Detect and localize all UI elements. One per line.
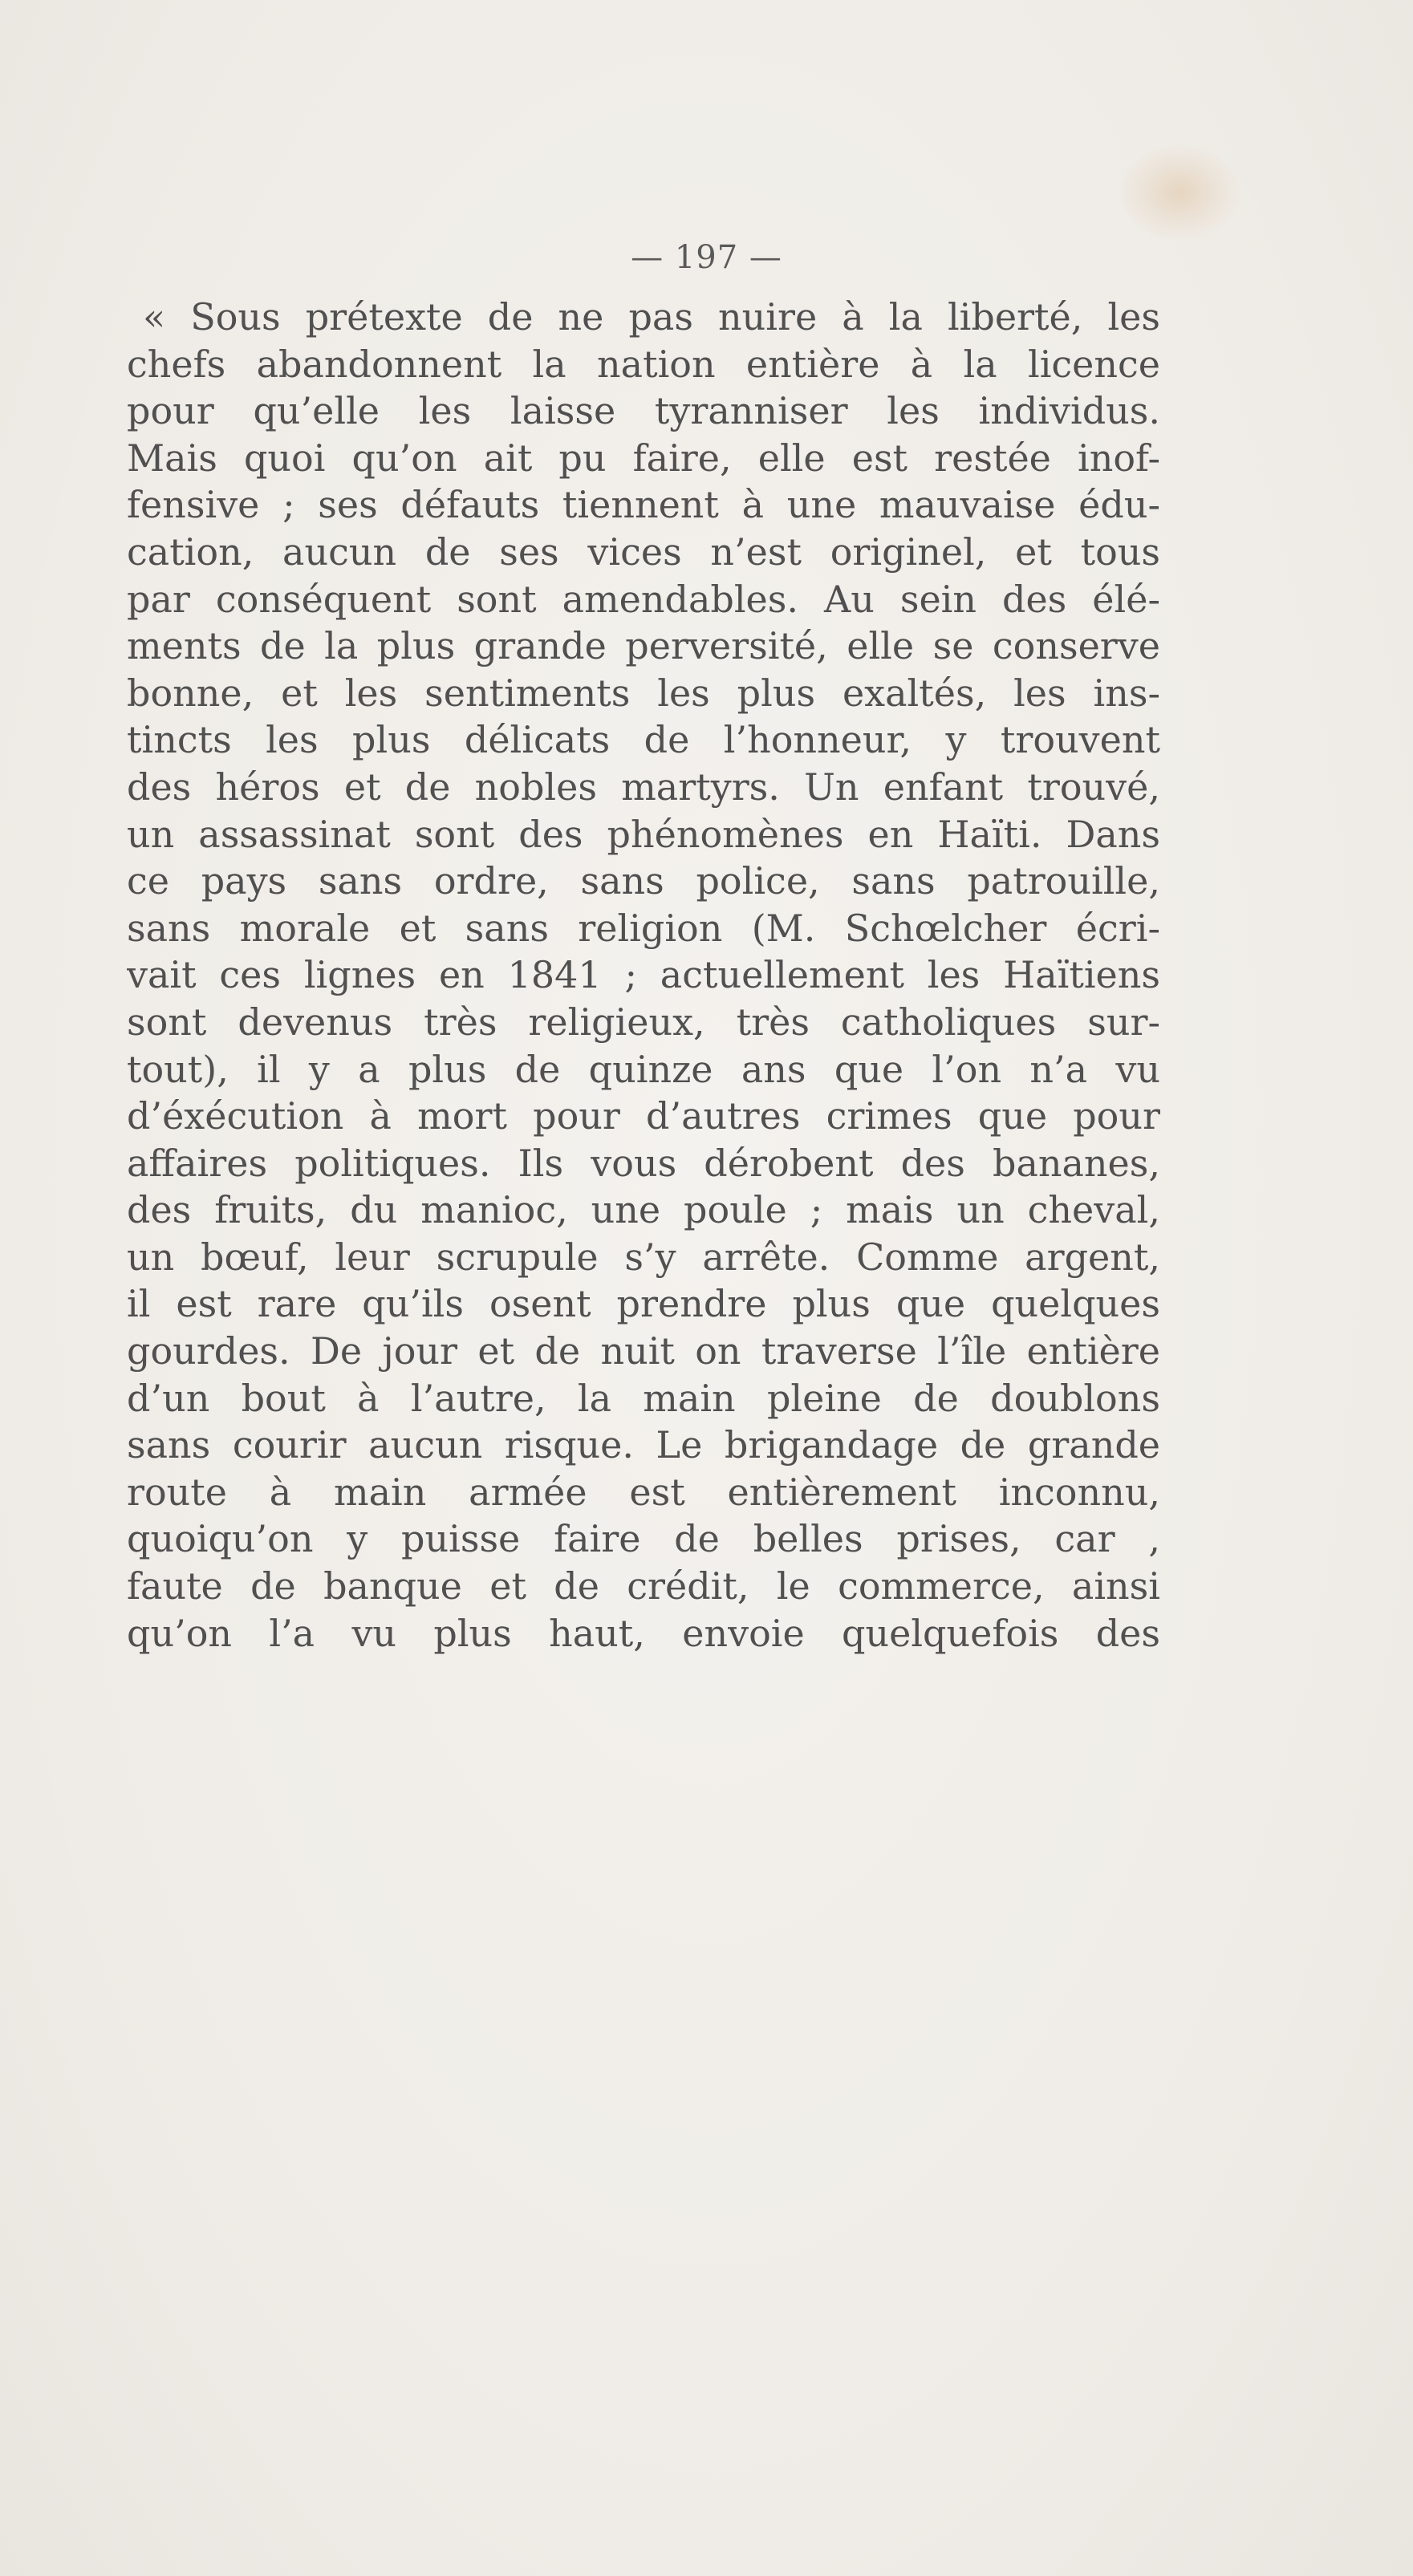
text-line: vait ces lignes en 1841 ; actuellement les Haïtiens bbox=[127, 953, 1160, 997]
text-line: pour qu’elle les laisse tyranniser les individus. bbox=[127, 389, 1160, 433]
text-line: gourdes. De jour et de nuit on traverse l’île entière bbox=[127, 1329, 1160, 1373]
text-line: bonne, et les sentiments les plus exaltés, les ins- bbox=[127, 671, 1160, 715]
text-line: « Sous prétexte de ne pas nuire à la liberté, les bbox=[143, 295, 1160, 339]
paper-stain bbox=[1119, 144, 1240, 241]
text-line: un assassinat sont des phénomènes en Haïti. Dans bbox=[127, 812, 1160, 856]
text-line: quoiqu’on y puisse faire de belles prises, car , bbox=[127, 1517, 1160, 1561]
text-line: un bœuf, leur scrupule s’y arrête. Comme argent, bbox=[127, 1235, 1160, 1279]
text-line: sans morale et sans religion (M. Schœlcher écri- bbox=[127, 906, 1160, 950]
text-line: ce pays sans ordre, sans police, sans patrouille, bbox=[127, 859, 1160, 903]
text-line: il est rare qu’ils osent prendre plus que quelques bbox=[127, 1282, 1160, 1326]
text-line: d’un bout à l’autre, la main pleine de doublons bbox=[127, 1376, 1160, 1420]
text-line: chefs abandonnent la nation entière à la licence bbox=[127, 342, 1160, 386]
text-line: des fruits, du manioc, une poule ; mais un cheval, bbox=[127, 1188, 1160, 1232]
text-line: tout), il y a plus de quinze ans que l’on n’a vu bbox=[127, 1047, 1160, 1091]
text-line: par conséquent sont amendables. Au sein des élé- bbox=[127, 577, 1160, 621]
body-text bbox=[127, 294, 1160, 1657]
text-line: faute de banque et de crédit, le commerce, ainsi bbox=[127, 1564, 1160, 1608]
text-line: qu’on l’a vu plus haut, envoie quelquefois des bbox=[127, 1611, 1160, 1655]
text-line: sont devenus très religieux, très catholiques sur- bbox=[127, 1000, 1160, 1044]
text-line: des héros et de nobles martyrs. Un enfant trouvé, bbox=[127, 765, 1160, 809]
text-line: affaires politiques. Ils vous dérobent des bananes, bbox=[127, 1141, 1160, 1185]
text-line: sans courir aucun risque. Le brigandage de grande bbox=[127, 1423, 1160, 1467]
text-line: Mais quoi qu’on ait pu faire, elle est restée inof- bbox=[127, 436, 1160, 480]
page-number: — 197 — bbox=[631, 239, 782, 276]
text-line: route à main armée est entièrement inconnu, bbox=[127, 1470, 1160, 1514]
text-line: fensive ; ses défauts tiennent à une mauvaise édu- bbox=[127, 483, 1160, 527]
text-line: tincts les plus délicats de l’honneur, y trouvent bbox=[127, 718, 1160, 762]
text-line: d’éxécution à mort pour d’autres crimes que pour bbox=[127, 1094, 1160, 1138]
text-line: cation, aucun de ses vices n’est originel, et tous bbox=[127, 529, 1160, 574]
text-line: ments de la plus grande perversité, elle se conserve bbox=[127, 624, 1160, 668]
